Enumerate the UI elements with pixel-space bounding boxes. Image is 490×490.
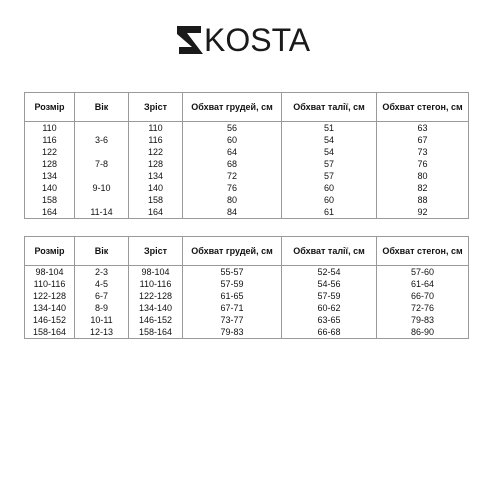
header-size: Розмір: [25, 93, 75, 122]
age-cell: 11-14: [75, 206, 129, 219]
header-chest: Обхват грудей, см: [183, 237, 282, 266]
hips-cell: 61-64: [377, 278, 469, 290]
age-cell: 7-8: [75, 158, 129, 170]
waist-cell: 54: [282, 134, 377, 146]
age-cell: 3-6: [75, 134, 129, 146]
height-cell: 128: [129, 158, 183, 170]
height-cell: 134: [129, 170, 183, 182]
size-table-2: [24, 236, 469, 339]
waist-cell: 57-59: [282, 290, 377, 302]
table-row: [25, 302, 469, 314]
waist-cell: 51: [282, 122, 377, 135]
chest-cell: 80: [183, 194, 282, 206]
age-cell: 8-9: [75, 302, 129, 314]
waist-cell: 63-65: [282, 314, 377, 326]
height-cell: 116: [129, 134, 183, 146]
header-hips: Обхват стегон, см: [377, 237, 469, 266]
hips-cell: 73: [377, 146, 469, 158]
size-cell: 122-128: [25, 290, 75, 302]
size-cell: 134: [25, 170, 75, 182]
age-cell: [75, 146, 129, 158]
chest-cell: 56: [183, 122, 282, 135]
table-row: [25, 182, 469, 194]
header-waist: Обхват талії, см: [282, 237, 377, 266]
chest-cell: 72: [183, 170, 282, 182]
height-cell: 110-116: [129, 278, 183, 290]
age-cell: [75, 170, 129, 182]
age-cell: 4-5: [75, 278, 129, 290]
height-cell: 140: [129, 182, 183, 194]
waist-cell: 60: [282, 194, 377, 206]
height-cell: 122-128: [129, 290, 183, 302]
hips-cell: 63: [377, 122, 469, 135]
waist-cell: 66-68: [282, 326, 377, 339]
logo-text: KOSTA: [204, 22, 311, 58]
table-row: [25, 158, 469, 170]
chest-cell: 60: [183, 134, 282, 146]
chest-cell: 57-59: [183, 278, 282, 290]
hips-cell: 76: [377, 158, 469, 170]
hips-cell: 82: [377, 182, 469, 194]
size-cell: 128: [25, 158, 75, 170]
table-row: [25, 326, 469, 339]
waist-cell: 54: [282, 146, 377, 158]
table-row: [25, 146, 469, 158]
age-cell: [75, 122, 129, 135]
table-row: [25, 290, 469, 302]
size-cell: 98-104: [25, 266, 75, 279]
height-cell: 98-104: [129, 266, 183, 279]
kosta-s-mark-icon: [175, 24, 205, 56]
size-cell: 122: [25, 146, 75, 158]
header-chest: Обхват грудей, см: [183, 93, 282, 122]
hips-cell: 92: [377, 206, 469, 219]
header-hips: Обхват стегон, см: [377, 93, 469, 122]
table-row: [25, 266, 469, 279]
hips-cell: 72-76: [377, 302, 469, 314]
table-row: [25, 134, 469, 146]
height-cell: 134-140: [129, 302, 183, 314]
waist-cell: 60-62: [282, 302, 377, 314]
waist-cell: 54-56: [282, 278, 377, 290]
table-row: [25, 170, 469, 182]
height-cell: 158: [129, 194, 183, 206]
height-cell: 164: [129, 206, 183, 219]
chest-cell: 84: [183, 206, 282, 219]
hips-cell: 57-60: [377, 266, 469, 279]
hips-cell: 88: [377, 194, 469, 206]
age-cell: 12-13: [75, 326, 129, 339]
hips-cell: 67: [377, 134, 469, 146]
height-cell: 146-152: [129, 314, 183, 326]
size-table-1: [24, 92, 469, 219]
chest-cell: 68: [183, 158, 282, 170]
age-cell: 9-10: [75, 182, 129, 194]
size-cell: 158-164: [25, 326, 75, 339]
header-height: Зріст: [129, 93, 183, 122]
header-waist: Обхват талії, см: [282, 93, 377, 122]
chest-cell: 67-71: [183, 302, 282, 314]
size-cell: 110: [25, 122, 75, 135]
hips-cell: 80: [377, 170, 469, 182]
height-cell: 122: [129, 146, 183, 158]
table-row: [25, 278, 469, 290]
height-cell: 158-164: [129, 326, 183, 339]
table-header-row: [25, 93, 469, 122]
waist-cell: 52-54: [282, 266, 377, 279]
size-cell: 110-116: [25, 278, 75, 290]
kosta-logo: [175, 20, 325, 60]
chest-cell: 79-83: [183, 326, 282, 339]
table-row: [25, 206, 469, 219]
hips-cell: 86-90: [377, 326, 469, 339]
height-cell: 110: [129, 122, 183, 135]
hips-cell: 79-83: [377, 314, 469, 326]
hips-cell: 66-70: [377, 290, 469, 302]
size-cell: 134-140: [25, 302, 75, 314]
waist-cell: 57: [282, 170, 377, 182]
header-size: Розмір: [25, 237, 75, 266]
chest-cell: 73-77: [183, 314, 282, 326]
waist-cell: 61: [282, 206, 377, 219]
header-age: Вік: [75, 237, 129, 266]
size-cell: 158: [25, 194, 75, 206]
table-row: [25, 122, 469, 135]
age-cell: [75, 194, 129, 206]
chest-cell: 76: [183, 182, 282, 194]
table-header-row: [25, 237, 469, 266]
header-height: Зріст: [129, 237, 183, 266]
size-cell: 164: [25, 206, 75, 219]
chest-cell: 55-57: [183, 266, 282, 279]
size-cell: 116: [25, 134, 75, 146]
size-cell: 140: [25, 182, 75, 194]
table-row: [25, 314, 469, 326]
chest-cell: 61-65: [183, 290, 282, 302]
table-row: [25, 194, 469, 206]
chest-cell: 64: [183, 146, 282, 158]
age-cell: 2-3: [75, 266, 129, 279]
age-cell: 6-7: [75, 290, 129, 302]
header-age: Вік: [75, 93, 129, 122]
size-cell: 146-152: [25, 314, 75, 326]
waist-cell: 60: [282, 182, 377, 194]
age-cell: 10-11: [75, 314, 129, 326]
waist-cell: 57: [282, 158, 377, 170]
